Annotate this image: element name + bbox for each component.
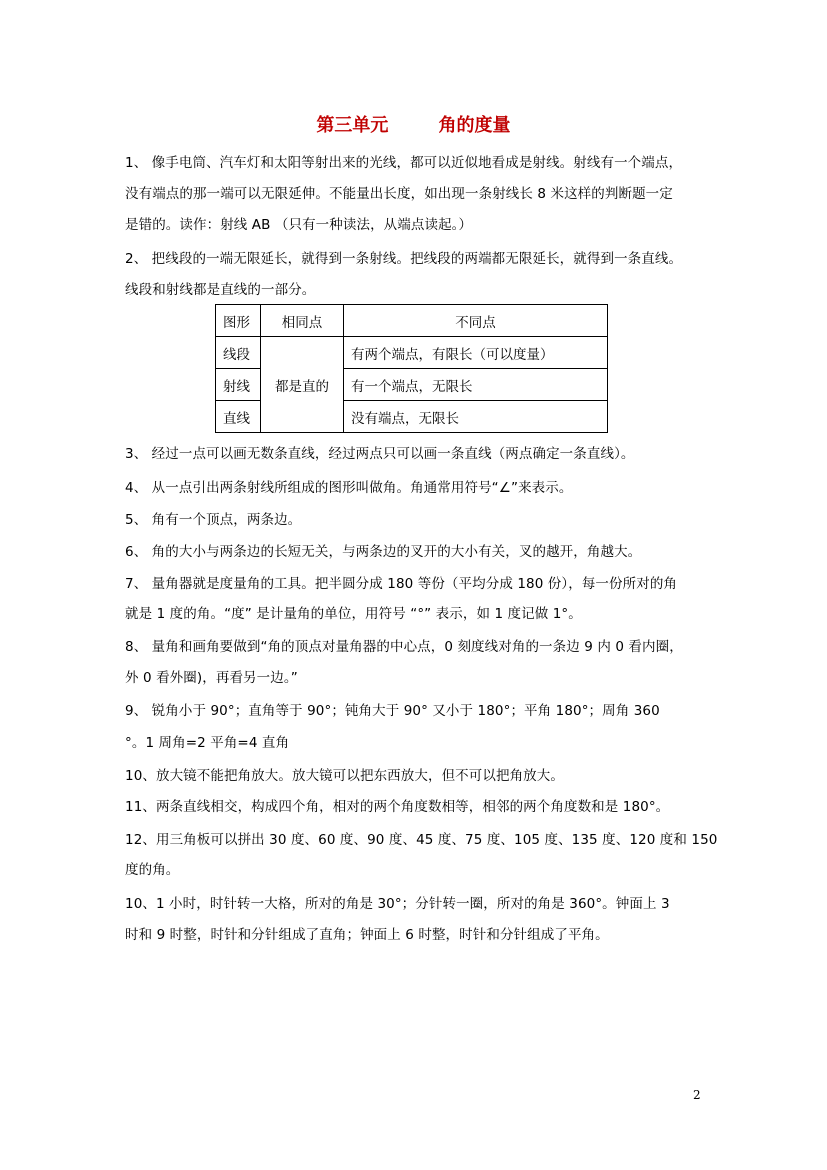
table-header-row [216, 305, 608, 337]
text-line: 6、 角的大小与两条边的长短无关，与两条边的叉开的大小有关，叉的越开，角越大。 [125, 544, 642, 560]
comparison-table [215, 304, 608, 433]
table-cell-shape: 射线 [216, 369, 261, 401]
text-line: 4、 从一点引出两条射线所组成的图形叫做角。角通常用符号“∠”来表示。 [125, 480, 573, 496]
text-line: 是错的。读作：射线 AB （只有一种读法，从端点读起。） [125, 217, 473, 233]
text-line: 8、 量角和画角要做到“角的顶点对量角器的中心点，0 刻度线对角的一条边 9 内 0 看内圈， [125, 639, 683, 655]
text-line: 9、 锐角小于 90°；直角等于 90°；钝角大于 90° 又小于 180°；平角 180°；周角 360 [125, 703, 660, 719]
table-header: 图形 [216, 305, 261, 337]
table-cell-difference: 没有端点，无限长 [344, 401, 608, 433]
text-line: 12、用三角板可以拼出 30 度、60 度、90 度、45 度、75 度、105 度、135 度、120 度和 150 [125, 832, 718, 848]
text-line: 3、 经过一点可以画无数条直线，经过两点只可以画一条直线（两点确定一条直线）。 [125, 446, 635, 462]
text-line: 10、1 小时，时针转一大格，所对的角是 30°；分针转一圈，所对的角是 360°。钟面上 3 [125, 896, 670, 912]
table-cell-shape: 直线 [216, 401, 261, 433]
table-cell-shape: 线段 [216, 337, 261, 369]
text-line: 2、 把线段的一端无限延长，就得到一条射线。把线段的两端都无限延长，就得到一条直线。 [125, 251, 683, 267]
text-line: 7、 量角器就是度量角的工具。把半圆分成 180 等份（平均分成 180 份），每一份所对的角 [125, 576, 678, 592]
text-line: 11、两条直线相交，构成四个角，相对的两个角度数相等，相邻的两个角度数和是 180°。 [125, 799, 670, 815]
text-line: 度的角。 [125, 862, 180, 878]
table-row [216, 337, 608, 369]
text-line: 5、 角有一个顶点，两条边。 [125, 512, 302, 528]
text-line: 线段和射线都是直线的一部分。 [125, 282, 316, 298]
table-cell-difference: 有一个端点，无限长 [344, 369, 608, 401]
text-line: 没有端点的那一端可以无限延伸。不能量出长度，如出现一条射线长 8 米这样的判断题一定 [125, 186, 673, 202]
table-header: 不同点 [344, 305, 608, 337]
text-line: 1、 像手电筒、汽车灯和太阳等射出来的光线，都可以近似地看成是射线。射线有一个端点， [125, 155, 683, 171]
page-title: 第三单元 角的度量 [316, 115, 511, 136]
text-line: 时和 9 时整，时针和分针组成了直角；钟面上 6 时整，时针和分针组成了平角。 [125, 927, 609, 943]
table-cell-difference: 有两个端点，有限长（可以度量） [344, 337, 608, 369]
text-line: 外 0 看外圈)，再看另一边。” [125, 670, 298, 686]
page-number: 2 [693, 1088, 701, 1102]
table-header: 相同点 [261, 305, 344, 337]
text-line: 就是 1 度的角。“度” 是计量角的单位，用符号 “°” 表示，如 1 度记做 1°。 [125, 606, 582, 622]
table-cell-common: 都是直的 [261, 337, 344, 433]
text-line: 10、放大镜不能把角放大。放大镜可以把东西放大，但不可以把角放大。 [125, 768, 564, 784]
text-line: °。1 周角=2 平角=4 直角 [125, 735, 290, 751]
